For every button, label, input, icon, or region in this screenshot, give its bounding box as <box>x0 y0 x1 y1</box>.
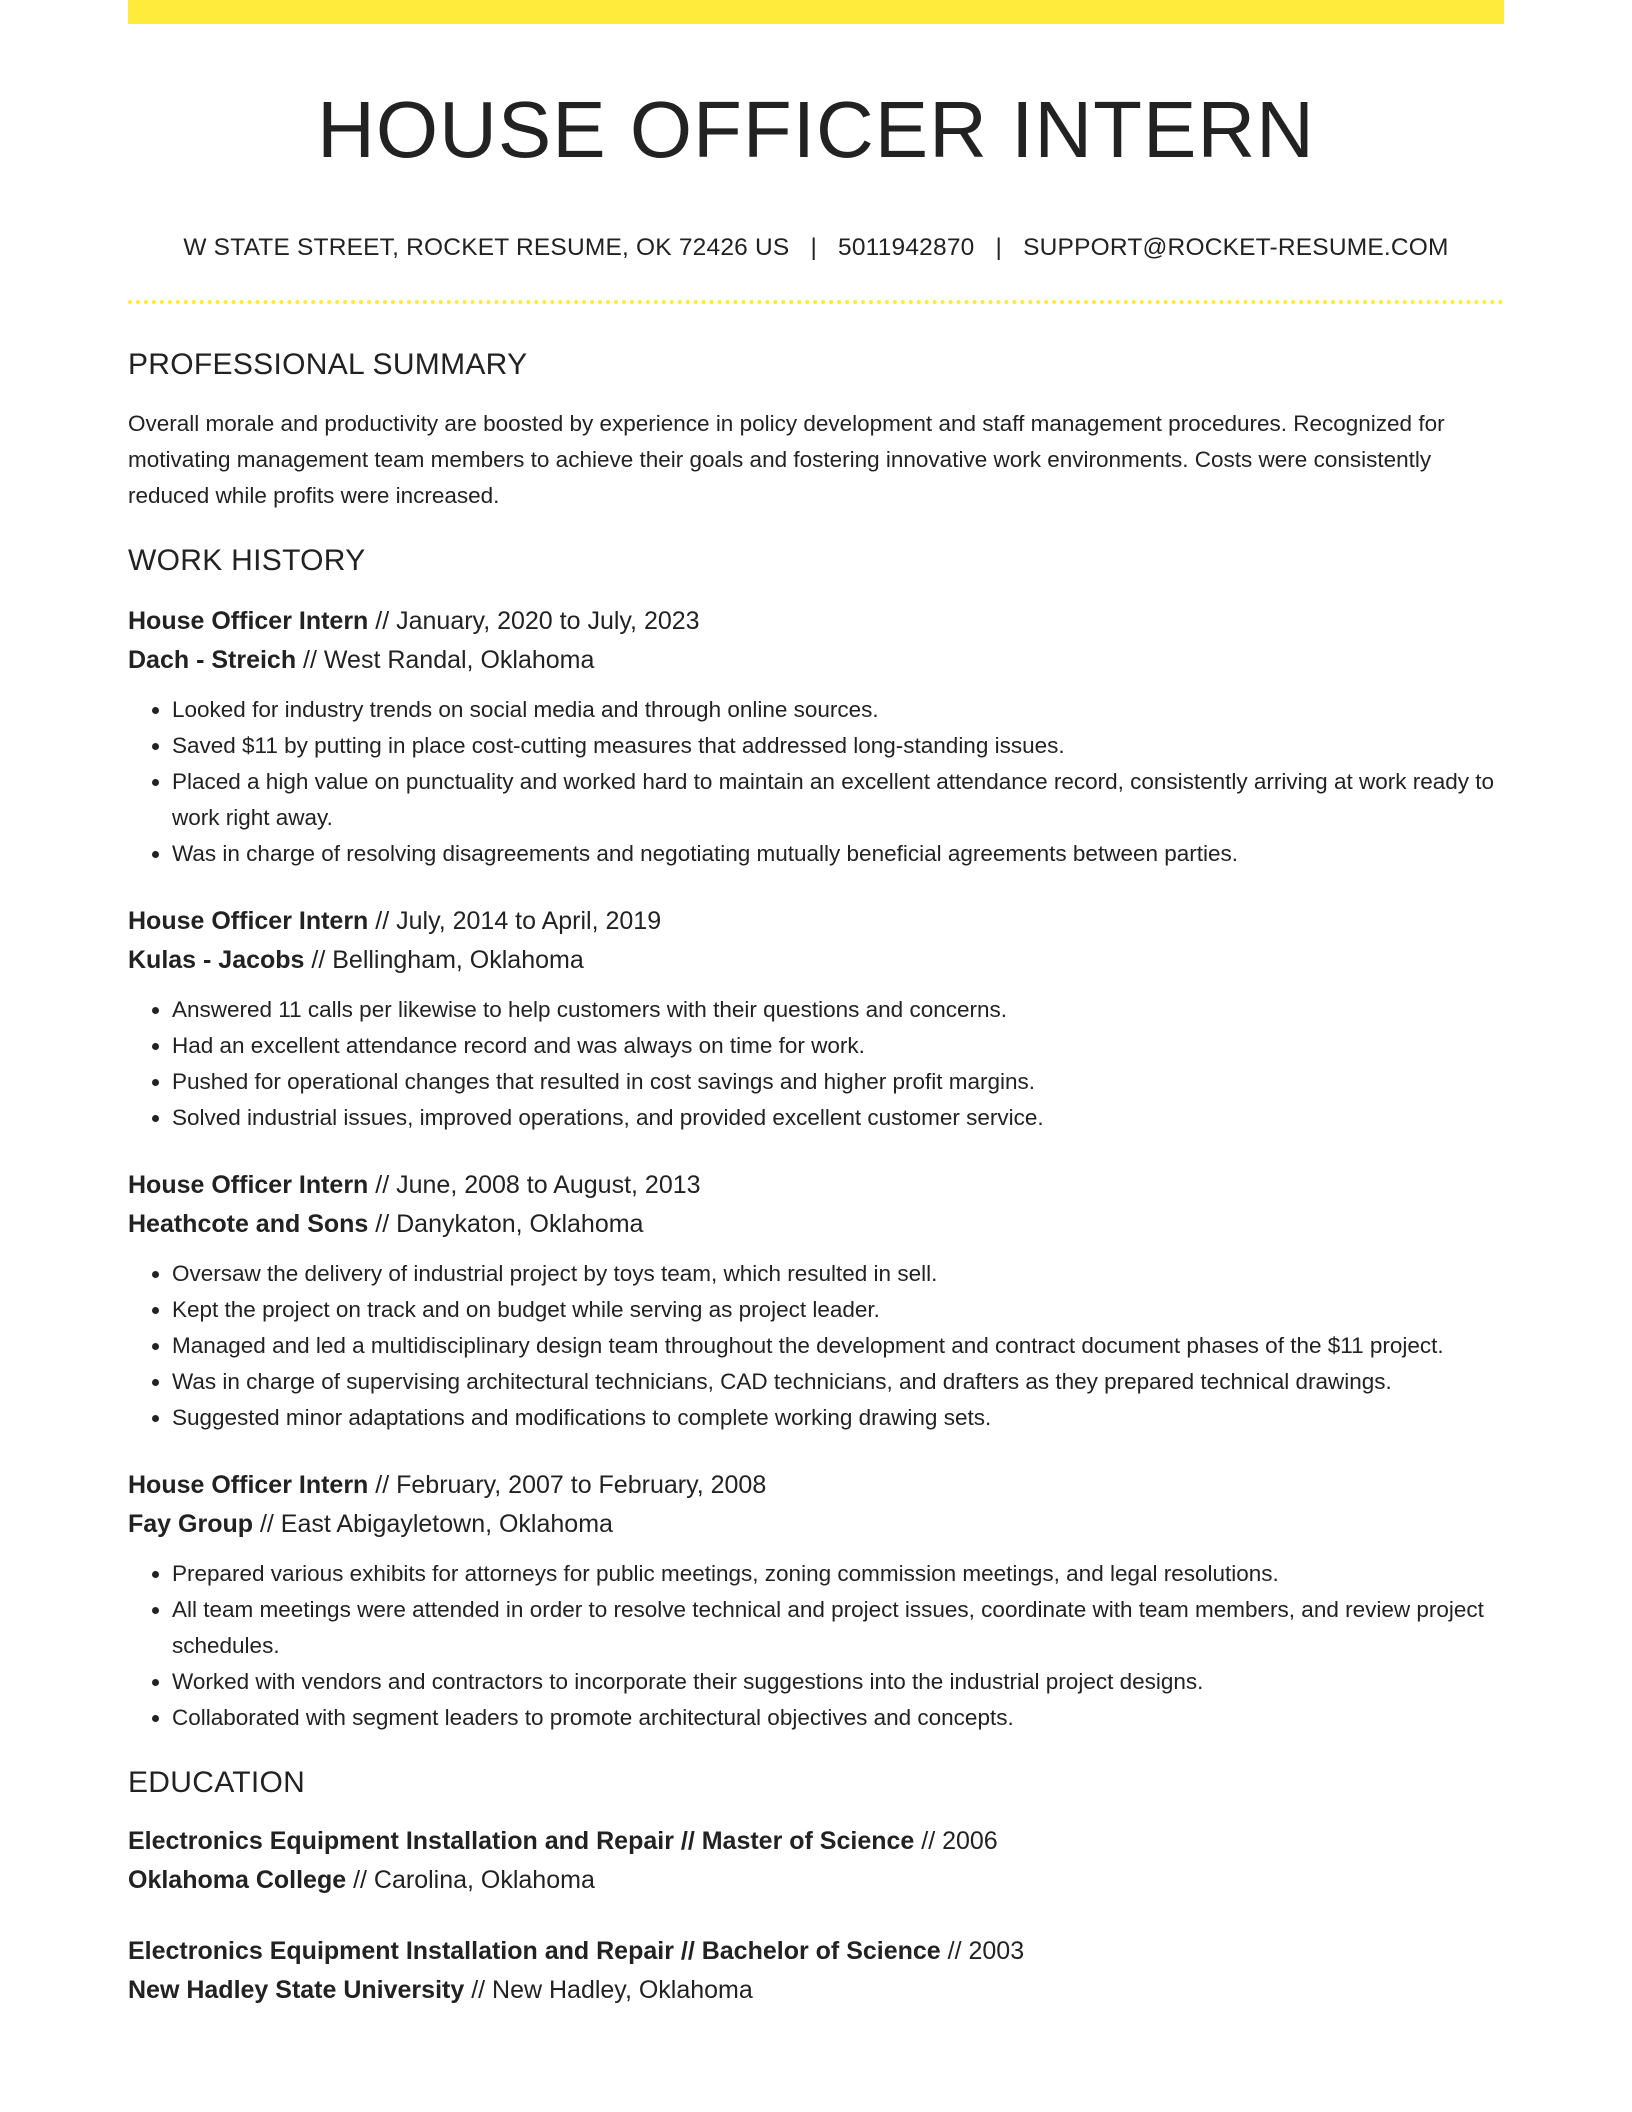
list-item: • Prepared various exhibits for attorneys for public meetings, zoning commission meetings, and legal resolutions. <box>172 1556 1504 1592</box>
degree-line <box>128 1932 1504 1971</box>
job-bullets <box>128 1556 1504 1736</box>
degree-name: Electronics Equipment Installation and Repair // Master of Science <box>128 1827 915 1855</box>
list-item: • Had an excellent attendance record and was always on time for work. <box>172 1028 1504 1064</box>
job-company-line <box>128 1505 1504 1544</box>
school-location: // New Hadley, Oklahoma <box>464 1976 753 2004</box>
job-company-line <box>128 1205 1504 1244</box>
degree-year: // 2006 <box>914 1827 998 1855</box>
list-item: • Solved industrial issues, improved operations, and provided excellent customer service. <box>172 1100 1504 1136</box>
degree-line <box>128 1822 1504 1861</box>
list-item: • Was in charge of supervising architectural technicians, CAD technicians, and drafters as they prepared technical drawings. <box>172 1364 1504 1400</box>
job-company: Kulas - Jacobs <box>128 946 305 974</box>
summary-heading: PROFESSIONAL SUMMARY <box>128 348 528 381</box>
education-entry <box>128 1932 1504 2010</box>
school-line <box>128 1861 1504 1900</box>
work-history-heading: WORK HISTORY <box>128 544 366 577</box>
list-item: • Looked for industry trends on social media and through online sources. <box>172 692 1504 728</box>
degree-name: Electronics Equipment Installation and Repair // Bachelor of Science <box>128 1937 941 1965</box>
job-company: Dach - Streich <box>128 646 297 674</box>
school-name: Oklahoma College <box>128 1866 347 1894</box>
job-company: Heathcote and Sons <box>128 1210 369 1238</box>
school-line <box>128 1971 1504 2010</box>
list-item: • Suggested minor adaptations and modifications to complete working drawing sets. <box>172 1400 1504 1436</box>
contact-separator: | <box>995 234 1003 261</box>
job-title-line <box>128 1466 1504 1505</box>
contact-line <box>128 234 1504 262</box>
list-item: • Placed a high value on punctuality and worked hard to maintain an excellent attendance record, consistently arriving at work ready to work right away. <box>172 764 1504 836</box>
job-title-line <box>128 602 1504 641</box>
job-company-line <box>128 941 1504 980</box>
job-location: // Danykaton, Oklahoma <box>368 1210 644 1238</box>
list-item: • Worked with vendors and contractors to incorporate their suggestions into the industrial project designs. <box>172 1664 1504 1700</box>
job-dates: // July, 2014 to April, 2019 <box>368 907 662 935</box>
top-accent-bar <box>128 0 1504 24</box>
job-role: House Officer Intern <box>128 1171 369 1199</box>
job-role: House Officer Intern <box>128 607 369 635</box>
job-dates: // January, 2020 to July, 2023 <box>368 607 700 635</box>
list-item: • Oversaw the delivery of industrial project by toys team, which resulted in sell. <box>172 1256 1504 1292</box>
list-item: • Pushed for operational changes that resulted in cost savings and higher profit margins. <box>172 1064 1504 1100</box>
list-item: • Was in charge of resolving disagreements and negotiating mutually beneficial agreements between parties. <box>172 836 1504 872</box>
job-location: // East Abigayletown, Oklahoma <box>253 1510 613 1538</box>
job-company-line <box>128 641 1504 680</box>
contact-email[interactable]: SUPPORT@ROCKET-RESUME.COM <box>1023 234 1449 261</box>
job-entry <box>128 1166 1504 1436</box>
dotted-divider <box>128 300 1504 304</box>
summary-text: Overall morale and productivity are boosted by experience in policy development and staff management procedures. Recognized for motivating management team members to achieve their goals and fostering innovative work environments. Costs were consistently reduced while profits were increased. <box>128 411 1445 508</box>
job-bullets <box>128 692 1504 872</box>
list-item: • Answered 11 calls per likewise to help customers with their questions and concerns. <box>172 992 1504 1028</box>
job-company: Fay Group <box>128 1510 254 1538</box>
job-location: // Bellingham, Oklahoma <box>304 946 584 974</box>
job-entry <box>128 902 1504 1136</box>
list-item: • Kept the project on track and on budget while serving as project leader. <box>172 1292 1504 1328</box>
school-location: // Carolina, Oklahoma <box>346 1866 595 1894</box>
education-entry <box>128 1822 1504 1900</box>
school-name: New Hadley State University <box>128 1976 465 2004</box>
job-entry <box>128 602 1504 872</box>
job-entry <box>128 1466 1504 1736</box>
education-heading: EDUCATION <box>128 1766 306 1799</box>
resume-page <box>128 0 1504 2010</box>
job-dates: // June, 2008 to August, 2013 <box>368 1171 701 1199</box>
job-title-line <box>128 902 1504 941</box>
list-item: • Saved $11 by putting in place cost-cutting measures that addressed long-standing issues. <box>172 728 1504 764</box>
job-bullets <box>128 992 1504 1136</box>
list-item: • All team meetings were attended in order to resolve technical and project issues, coordinate with team members, and review project schedules. <box>172 1592 1504 1664</box>
job-location: // West Randal, Oklahoma <box>296 646 595 674</box>
job-bullets <box>128 1256 1504 1436</box>
job-role: House Officer Intern <box>128 907 369 935</box>
list-item: • Collaborated with segment leaders to promote architectural objectives and concepts. <box>172 1700 1504 1736</box>
contact-address: W STATE STREET, ROCKET RESUME, OK 72426 US <box>183 234 790 261</box>
job-role: House Officer Intern <box>128 1471 369 1499</box>
contact-separator: | <box>810 234 818 261</box>
job-title-line <box>128 1166 1504 1205</box>
list-item: • Managed and led a multidisciplinary design team throughout the development and contract document phases of the $11 project. <box>172 1328 1504 1364</box>
degree-year: // 2003 <box>940 1937 1025 1965</box>
job-dates: // February, 2007 to February, 2008 <box>368 1471 767 1499</box>
contact-phone[interactable]: 5011942870 <box>838 234 975 261</box>
candidate-name: HOUSE OFFICER INTERN <box>317 85 1315 174</box>
